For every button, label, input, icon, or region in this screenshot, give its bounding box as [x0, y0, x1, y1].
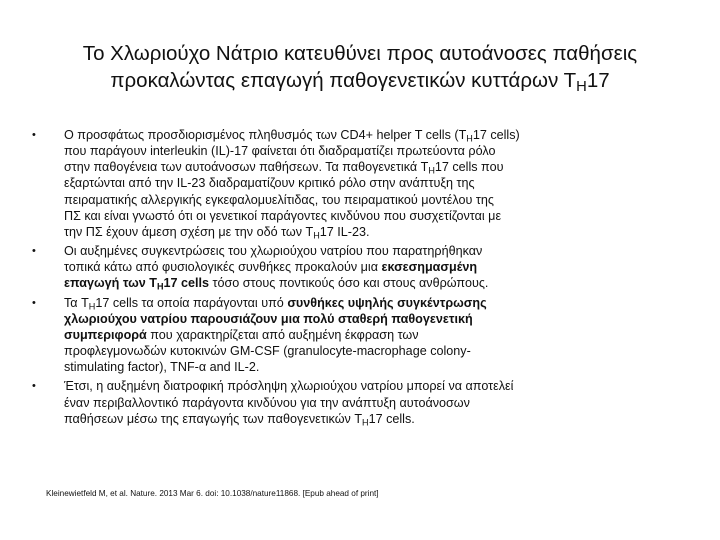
subscript: H	[88, 301, 96, 312]
text-run: Ο προσφάτως προσδιορισμένος πληθυσμός των CD4+ helper T cells (T	[64, 128, 467, 142]
text-run: 17 cells τα οποία παράγονται υπό	[95, 295, 288, 310]
bullet-row: πειραματικής αλλεργικής εγκεφαλομυελίτιδας, του πειραματικού μοντέλου της	[64, 192, 494, 207]
text-run: 17 cells	[163, 276, 210, 291]
bullet-row	[64, 259, 674, 275]
bold-text: συνθήκες υψηλής συγκέντρωσης	[287, 295, 487, 310]
bullet-marker: •	[32, 380, 36, 393]
slide-title	[30, 40, 690, 94]
title-subscript: Η	[576, 79, 587, 96]
bullet-list	[32, 127, 674, 428]
text-run: επαγωγή των T	[64, 276, 157, 291]
subscript: H	[313, 230, 320, 241]
bold-text: χλωριούχου νατρίου παρουσιάζουν μια πολύ σταθερή παθογενετική	[64, 311, 473, 326]
text-run: τοπικά κάτω από φυσιολογικές συνθήκες προκαλούν μια	[64, 260, 382, 275]
text-run: τόσο στους ποντικούς όσο και στους ανθρώπους.	[209, 276, 489, 291]
bullet-row	[64, 311, 674, 327]
bullet-row	[64, 295, 674, 311]
subscript: H	[466, 133, 473, 144]
bullet-row: προφλεγμονωδών κυτοκινών GM-CSF (granulocyte-macrophage colony-	[64, 344, 471, 359]
bullet-item-1	[32, 127, 674, 241]
title-line-2-end: 17	[586, 69, 610, 92]
bullet-marker: •	[32, 296, 36, 309]
subscript: H	[428, 165, 435, 176]
title-line-2	[30, 67, 690, 94]
subscript: H	[362, 417, 369, 428]
title-line-2-text: προκαλώντας επαγωγή παθογενετικών κυττάρων Τ	[110, 69, 577, 92]
bullet-row: ΠΣ και είναι γνωστό ότι οι γενετικοί παράγοντες κινδύνου που συσχετίζονται με	[64, 208, 502, 223]
bullet-row: έναν περιβαλλοντικό παράγοντα κινδύνου για την ανάπτυξη αυτοάνοσων	[64, 395, 470, 410]
bullet-row	[64, 159, 674, 175]
bold-text: συμπεριφορά	[64, 327, 147, 342]
text-run: 17 cells.	[368, 411, 415, 426]
bullet-row	[64, 275, 674, 291]
bullet-row: Οι αυξημένες συγκεντρώσεις του χλωριούχου νατρίου που παρατηρήθηκαν	[64, 244, 483, 259]
text-run: 17 cells που	[434, 160, 504, 175]
text-run: 17 cells)	[472, 128, 520, 142]
bullet-row	[64, 411, 674, 427]
bullet-row: Έτσι, η αυξημένη διατροφική πρόσληψη χλωριούχου νατρίου μπορεί να αποτελεί	[64, 379, 514, 394]
bullet-row	[64, 127, 674, 143]
bullet-row: stimulating factor), TNF-α and IL-2.	[64, 360, 260, 375]
bullet-marker: •	[32, 129, 36, 141]
text-run: που χαρακτηρίζεται από αυξημένη έκφραση των	[146, 327, 419, 342]
subscript: H	[156, 281, 164, 292]
bullet-row	[64, 327, 674, 343]
reference-citation: Kleinewietfeld M, et al. Nature. 2013 Mar 6. doi: 10.1038/nature11868. [Epub ahead of print]	[46, 489, 379, 498]
bold-text: εκσεσημασμένη	[381, 260, 478, 275]
bullet-row: που παράγουν interleukin (IL)-17 φαίνεται ότι διαδραματίζει πρωτεύοντα ρόλο	[64, 144, 496, 159]
text-run: 17 IL-23.	[319, 224, 370, 239]
text-run: στην παθογένεια των αυτοάνοσων παθήσεων. Τα παθογενετικά T	[64, 160, 429, 175]
bullet-item-2	[32, 243, 674, 292]
bullet-row	[64, 224, 674, 240]
text-run: Τα T	[64, 295, 89, 310]
bullet-row: εξαρτώνται από την IL-23 διαδραματίζουν κριτικό ρόλο στην ανάπτυξη της	[64, 176, 475, 191]
bullet-marker: •	[32, 245, 36, 258]
title-line-1: Το Χλωριούχο Νάτριο κατευθύνει προς αυτοάνοσες παθήσεις	[82, 42, 638, 65]
bold-text	[64, 276, 209, 290]
bullet-item-3	[32, 295, 674, 376]
text-run: την ΠΣ έχουν άμεση σχέση με την οδό των T	[64, 224, 314, 239]
bullet-item-4	[32, 378, 674, 428]
text-run: παθήσεων μέσω της επαγωγής των παθογενετικών T	[64, 411, 363, 426]
